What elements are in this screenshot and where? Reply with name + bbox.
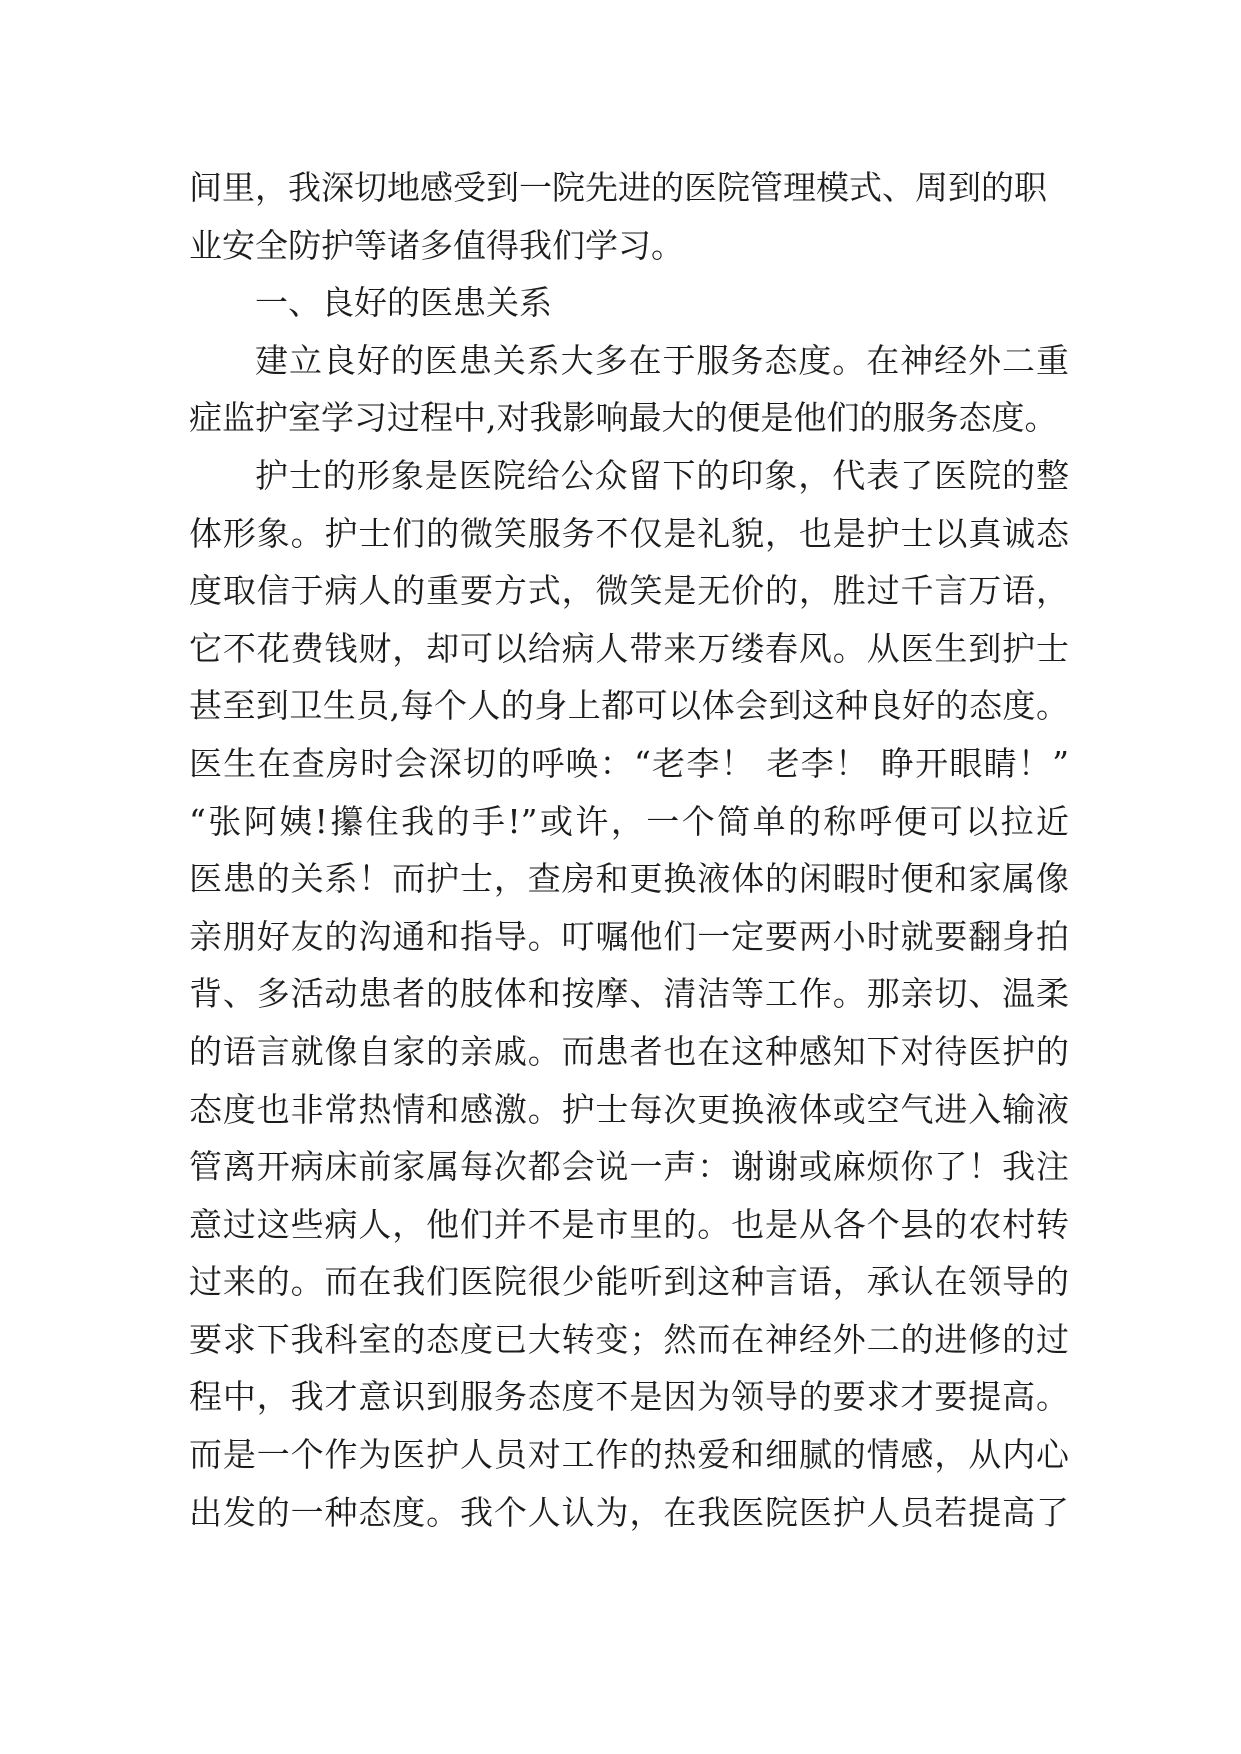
text-line: 业安全防护等诸多值得我们学习。 [189, 225, 684, 265]
text-line: 体形象。护士们的微笑服务不仅是礼貌，也是护士以真诚态 [189, 513, 1069, 553]
text-line: 亲朋好友的沟通和指导。叮嘱他们一定要两小时就要翻身拍 [189, 916, 1069, 956]
paragraph-start-line: 护士的形象是医院给公众留下的印象，代表了医院的整 [255, 455, 1069, 495]
text-line: 医患的关系！而护士，查房和更换液体的闲暇时便和家属像 [189, 859, 1069, 899]
text-line: 医生在查房时会深切的呼唤：“老李！ 老李！ 睁开眼睛！” [189, 743, 1069, 783]
text-line: 间里，我深切地感受到一院先进的医院管理模式、周到的职 [189, 168, 1047, 207]
text-line: 的语言就像自家的亲戚。而患者也在这种感知下对待医护的 [189, 1031, 1069, 1071]
text-line: 程中，我才意识到服务态度不是因为领导的要求才要提高。 [189, 1377, 1069, 1417]
text-line: 而是一个作为医护人员对工作的热爱和细腻的情感，从内心 [189, 1435, 1069, 1475]
text-line: 要求下我科室的态度已大转变；然而在神经外二的进修的过 [189, 1319, 1069, 1359]
text-line: 过来的。而在我们医院很少能听到这种言语，承认在领导的 [189, 1262, 1069, 1302]
text-line: 度取信于病人的重要方式，微笑是无价的，胜过千言万语， [189, 571, 1069, 611]
text-line: 它不花费钱财，却可以给病人带来万缕春风。从医生到护士 [189, 628, 1069, 668]
text-line: 意过这些病人，他们并不是市里的。也是从各个县的农村转 [189, 1204, 1069, 1244]
text-line: 态度也非常热情和感激。护士每次更换液体或空气进入输液 [189, 1089, 1069, 1129]
text-line: 管离开病床前家属每次都会说一声：谢谢或麻烦你了！我注 [189, 1147, 1069, 1187]
text-line: “张阿姨!攥住我的手!”或许，一个简单的称呼便可以拉近 [189, 801, 1069, 841]
paragraph-start-line: 建立良好的医患关系大多在于服务态度。在神经外二重 [255, 340, 1069, 380]
text-line: 症监护室学习过程中,对我影响最大的便是他们的服务态度。 [189, 398, 1058, 438]
body-text [189, 159, 1069, 1541]
text-line: 背、多活动患者的肢体和按摩、清洁等工作。那亲切、温柔 [189, 974, 1069, 1014]
text-line: 出发的一种态度。我个人认为，在我医院医护人员若提高了 [189, 1492, 1069, 1532]
text-line: 甚至到卫生员,每个人的身上都可以体会到这种良好的态度。 [189, 686, 1069, 726]
section-heading: 一、良好的医患关系 [255, 283, 552, 323]
